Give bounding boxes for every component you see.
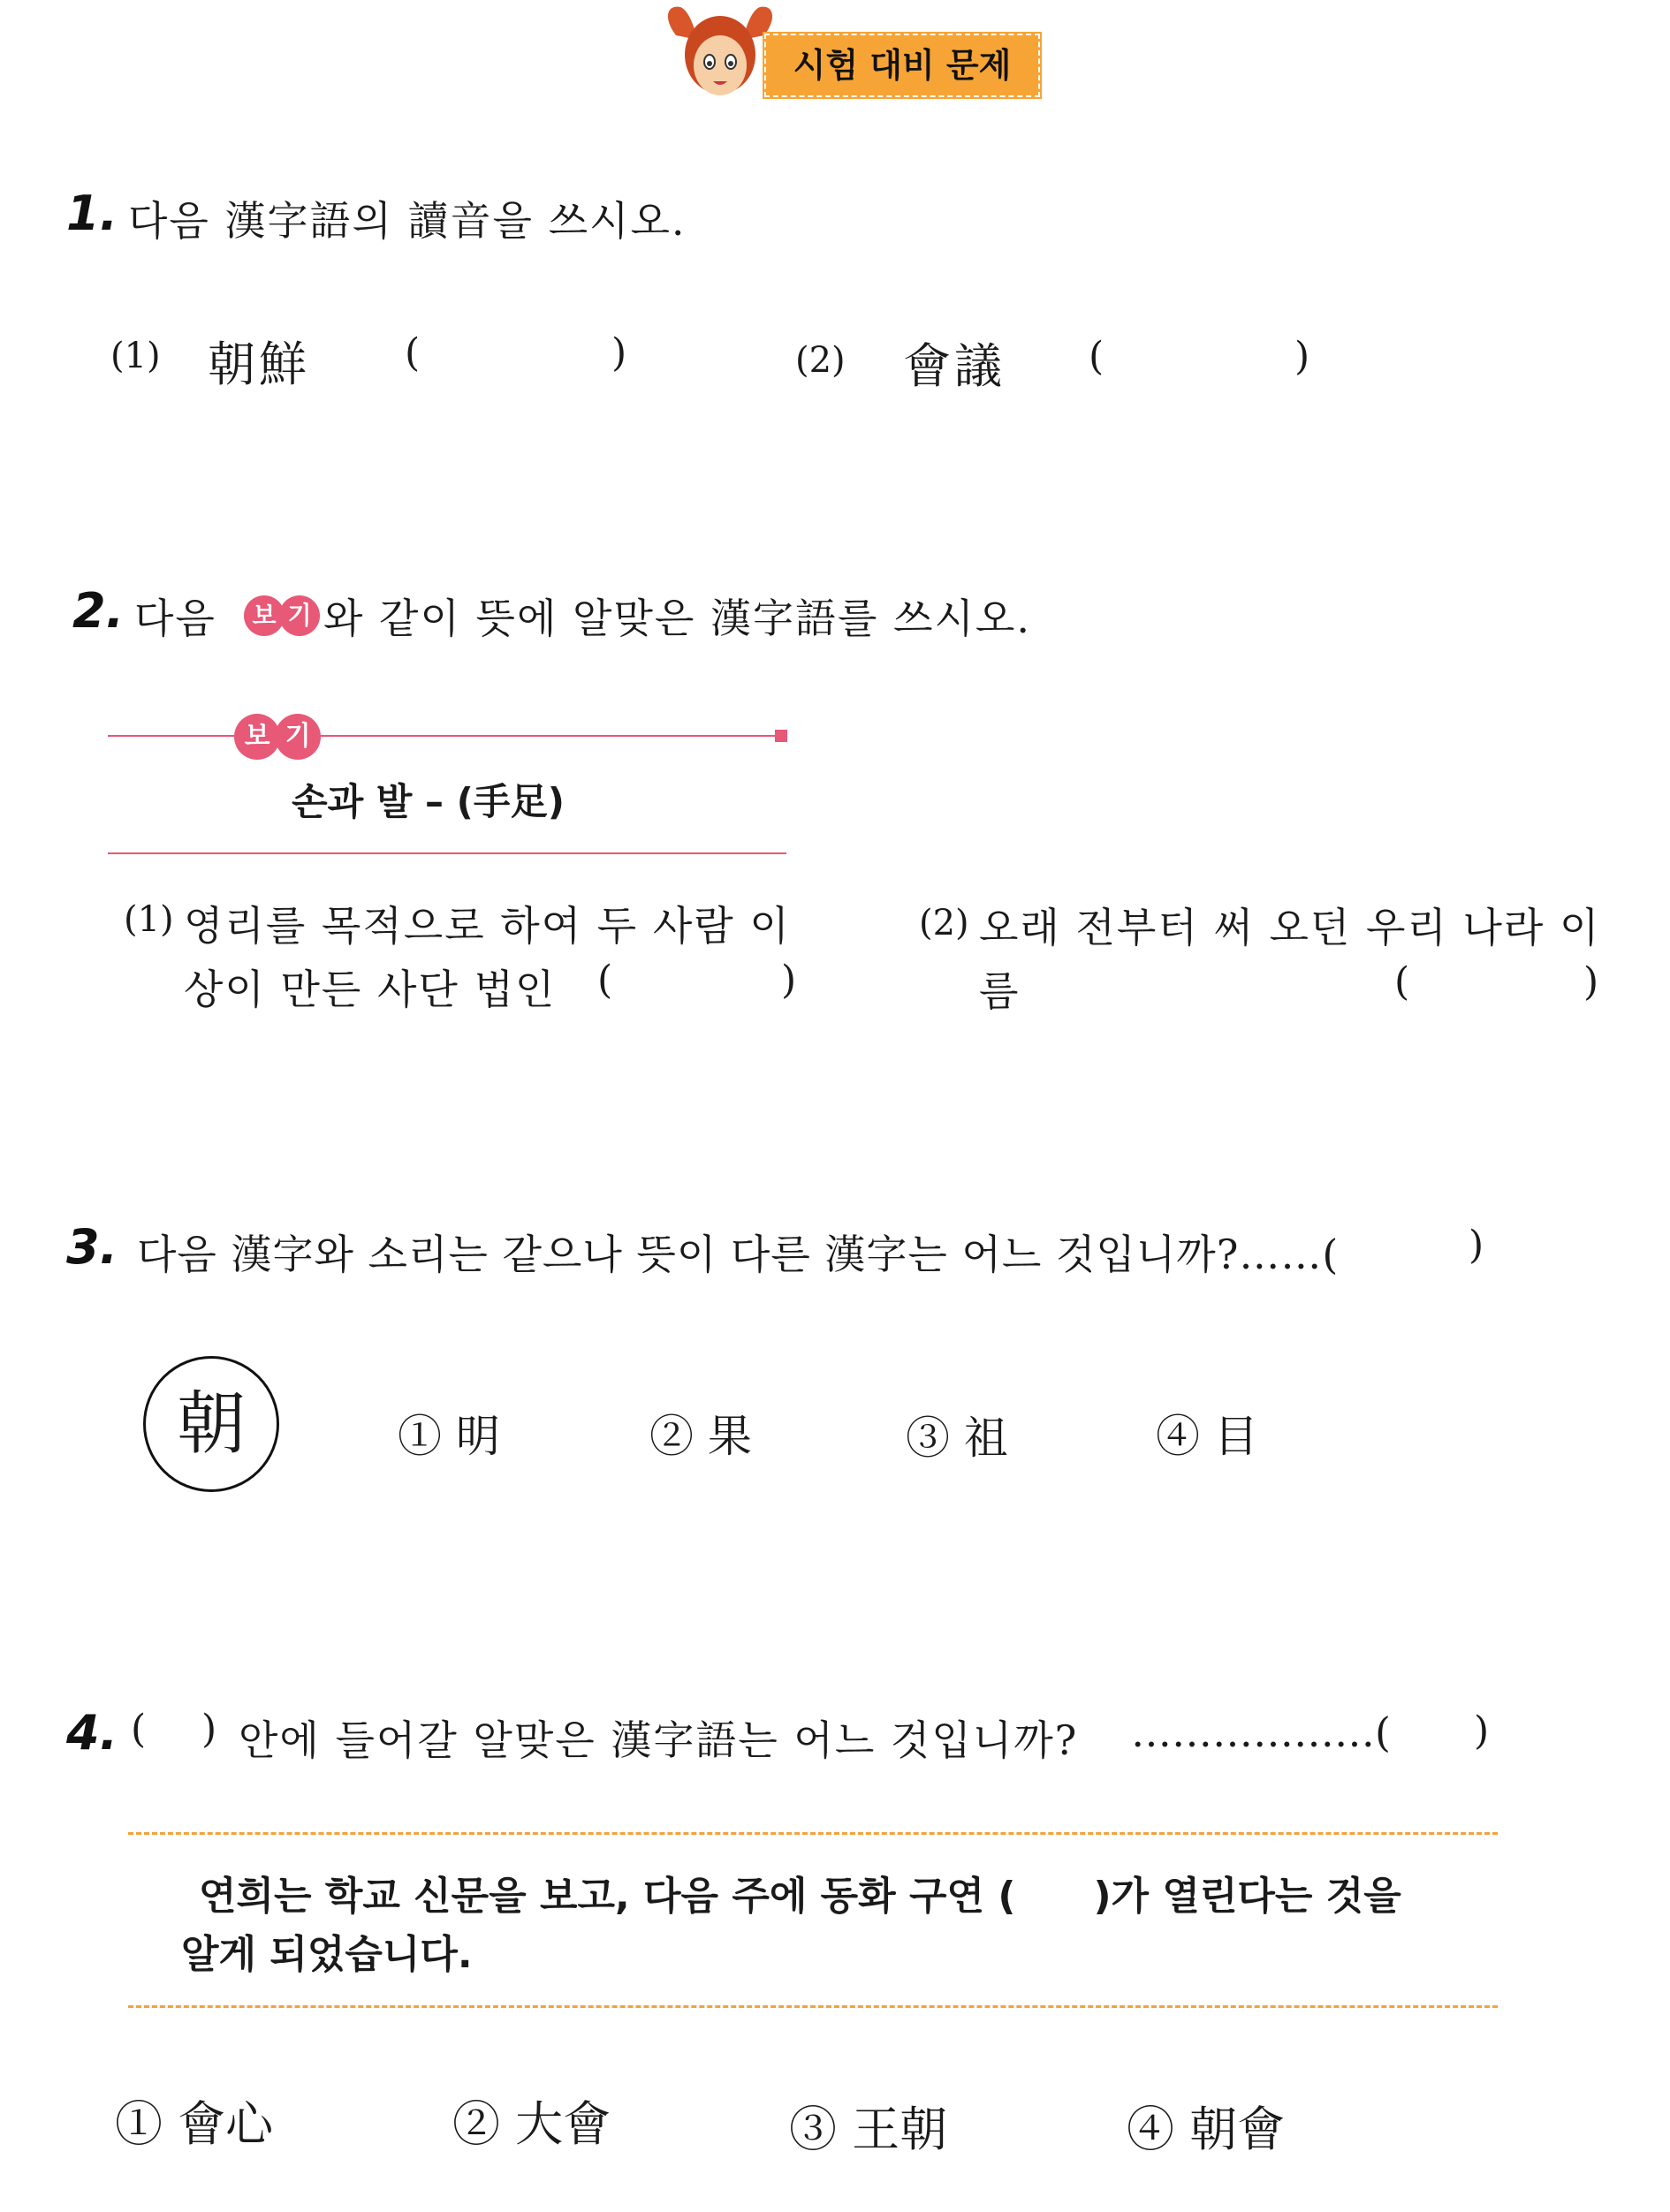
q4-inline-blank — [152, 1710, 196, 1754]
q1-item1-answer[interactable] — [433, 336, 601, 380]
q3-choice-1[interactable]: ① 明 — [398, 1411, 500, 1462]
q4-open: ( — [131, 1707, 147, 1752]
q4-passage-line1: 연희는 학교 신문을 보고, 다음 주에 동화 구연 ( )가 열린다는 것을 — [199, 1874, 1401, 1919]
q2-item1-answer[interactable] — [624, 961, 774, 1005]
q2-item2-line1: 오래 전부터 써 오던 우리 나라 이 — [979, 904, 1601, 951]
q3-answer[interactable] — [1405, 1226, 1458, 1270]
header-title: 시험 대비 문제 — [793, 46, 1012, 85]
q4-close-mid: ) — [201, 1707, 217, 1752]
q4-choice-4[interactable]: ④ 朝會 — [1127, 2102, 1286, 2157]
q1-item1-label: (1) — [110, 336, 161, 376]
q1-number: 1. — [66, 186, 118, 241]
q2-bogi-badge — [244, 595, 323, 636]
q4-passage-bottom-line — [128, 2005, 1498, 2008]
q3-close: ) — [1469, 1223, 1484, 1268]
bogi-example: 손과 발 – (手足) — [292, 780, 565, 823]
q1-item2-answer[interactable] — [1115, 339, 1283, 383]
q3-choice-3[interactable]: ③ 祖 — [906, 1413, 1008, 1464]
q2-text-after: 와 같이 뜻에 알맞은 漢字語를 쓰시오. — [323, 595, 1031, 642]
q1-item1-word: 朝鮮 — [208, 337, 310, 392]
q4-choice-2[interactable]: ② 大會 — [452, 2096, 611, 2152]
q2-text-before: 다음 — [134, 595, 216, 642]
q3-circled-text: 朝 — [176, 1384, 246, 1464]
bogi-line-end-marker — [775, 730, 787, 742]
q3-choice-4[interactable]: ④ 目 — [1156, 1411, 1258, 1462]
q2-item2-label: (2) — [919, 903, 969, 943]
bogi-bottom-line — [108, 852, 786, 854]
bogi-top-line — [108, 735, 784, 737]
q4-close: ) — [1474, 1708, 1490, 1754]
girl-mascot-icon — [658, 0, 782, 106]
header-banner — [658, 0, 1056, 106]
bogi-box-badge-char2: 기 — [275, 714, 321, 760]
q2-bogi-badge-char1: 보 — [244, 595, 285, 636]
q2-item2-open: ( — [1394, 959, 1410, 1004]
q1-item1-close: ) — [611, 330, 627, 375]
bogi-box-badge — [234, 714, 333, 760]
q2-item1-line1: 영리를 목적으로 하여 두 사람 이 — [184, 902, 791, 950]
q2-item1-open: ( — [597, 958, 613, 1003]
q4-answer[interactable] — [1414, 1712, 1467, 1756]
header-title-box — [764, 34, 1040, 97]
q1-item1-open: ( — [405, 330, 421, 375]
q2-item1-line2: 상이 만든 사단 법인 — [184, 966, 557, 1013]
q4-passage-top-line — [128, 1832, 1498, 1835]
q2-item1-label: (1) — [124, 899, 174, 940]
q4-dots: ………………( — [1131, 1708, 1391, 1756]
q3-text: 다음 漢字와 소리는 같으나 뜻이 다른 漢字는 어느 것입니까?……( — [137, 1231, 1340, 1278]
q2-item2-close: ) — [1583, 959, 1599, 1004]
q1-text: 다음 漢字語의 讀音을 쓰시오. — [128, 197, 687, 245]
q4-number: 4. — [66, 1705, 118, 1761]
q1-item2-close: ) — [1294, 334, 1310, 379]
q2-item2-line2: 름 — [979, 967, 1021, 1015]
q2-item1-close: ) — [781, 958, 797, 1003]
q3-choice-2[interactable]: ② 果 — [649, 1411, 752, 1462]
q3-number: 3. — [66, 1219, 118, 1275]
q3-circled-character — [143, 1356, 279, 1492]
q4-choice-1[interactable]: ① 會心 — [115, 2096, 274, 2152]
q1-item2-word: 會議 — [903, 338, 1006, 394]
q2-number: 2. — [72, 583, 125, 639]
q4-choice-3[interactable]: ③ 王朝 — [789, 2102, 948, 2157]
q4-passage-line2: 알게 되었습니다. — [181, 1932, 473, 1977]
q2-item2-answer[interactable] — [1421, 963, 1580, 1007]
q1-item2-label: (2) — [795, 340, 846, 381]
q2-bogi-badge-char2: 기 — [279, 595, 320, 636]
q4-text: 안에 들어갈 알맞은 漢字語는 어느 것입니까? — [239, 1716, 1079, 1764]
q1-item2-open: ( — [1089, 334, 1104, 379]
bogi-box-badge-char1: 보 — [234, 714, 280, 760]
